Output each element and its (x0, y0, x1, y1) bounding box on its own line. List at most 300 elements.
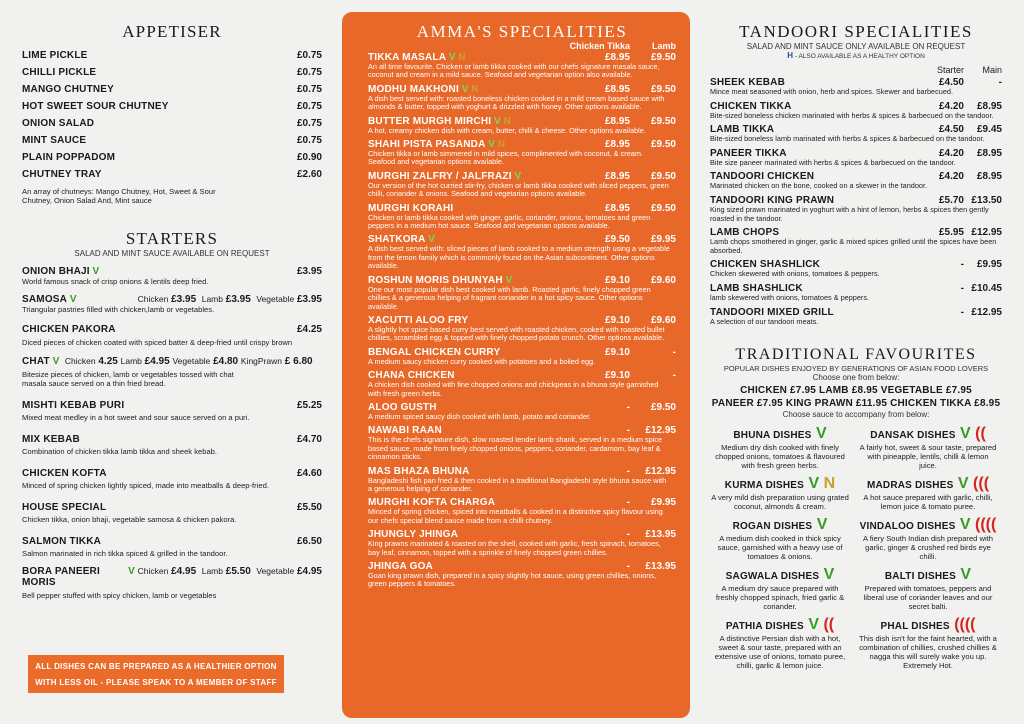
lamb-price: £9.50 (650, 115, 676, 127)
item-name: TANDOORI CHICKEN (710, 171, 815, 183)
item-price: £0.75 (296, 50, 322, 61)
item-name: PLAIN POPPADOM (22, 152, 116, 163)
starter-price: £5.70 (938, 194, 964, 206)
chicken-price: £8.95 (604, 202, 630, 214)
item-name: CHAT (22, 356, 50, 367)
tandoori-item (710, 195, 1002, 223)
speciality-item (368, 52, 676, 80)
item-name: MURGHI ZALFRY / JALFRAZI (368, 170, 512, 182)
chili-heat-icon: (( (819, 616, 835, 634)
item-price: £3.95 (296, 266, 322, 277)
sauce-dish (710, 425, 850, 470)
choose-one-text: Choose one from below: (812, 373, 900, 383)
opt-price: £4.95 (296, 566, 322, 577)
item-desc: A hot, creamy chicken dish with cream, butter, chilli & cheese. Other options available. (368, 125, 646, 135)
dish-desc: A fiery South Indian dish prepared with garlic, ginger & crushed red birds eye chilli. (862, 534, 994, 562)
tandoori-title: TANDOORI SPECIALITIES (739, 22, 973, 41)
base-prices-line1: CHICKEN £7.95 LAMB £8.95 VEGETABLE £7.95 (740, 385, 972, 397)
chicken-price: £8.95 (604, 139, 630, 151)
starter-samosa (22, 294, 322, 314)
item-desc: Our version of the hot curried stir-fry, chicken or lamb tikka cooked with sliced peppers, green chilli, coriander & onions. Seafood and vegetarian options available. (368, 180, 669, 199)
vegetarian-icon: V (125, 566, 138, 577)
starter-price: £4.20 (938, 147, 964, 159)
chutney-tray-desc: An array of chutneys: Mango Chutney, Hot, Sweet & Sour Chutney, Onion Salad And, Mint sauce (22, 187, 216, 205)
item-desc: An all time favourite. Chicken or lamb tikka cooked with our chefs signature masala sauce, coconut and cream in a mild sauce. Seafood and vegetarian option also available. (368, 62, 660, 80)
base-prices-line2: PANEER £7.95 KING PRAWN £11.95 CHICKEN TIKKA £8.95 (711, 398, 1001, 410)
starter-row (22, 536, 322, 547)
vegetarian-icon: V (89, 266, 100, 277)
item-name: SALMON TIKKA (22, 536, 102, 547)
item-name: JHINGA GOA (368, 561, 433, 572)
dish-name: VINDALOO DISHES (859, 521, 956, 533)
main-price: £12.95 (971, 227, 1002, 239)
dish-name: BALTI DISHES (884, 571, 956, 583)
right-column (710, 0, 1002, 675)
chicken-price: £9.10 (604, 370, 630, 382)
vegetarian-icon: V (803, 616, 819, 634)
item-desc: Diced pieces of chicken coated with spiced batter & deep-fried until crispy brown (22, 338, 293, 347)
tandoori-item (710, 148, 1002, 168)
lamb-price: £13.95 (645, 529, 676, 541)
healthy-mark: H (787, 51, 794, 60)
dish-title-row (858, 616, 998, 634)
dish-desc: A hot sauce prepared with garlic, chilli, lemon juice & tomato puree. (863, 493, 993, 512)
opt-price: 4.25 (98, 356, 118, 367)
dish-title-row (858, 425, 998, 443)
item-price: £0.90 (296, 152, 322, 163)
dish-desc: A very mild dish preparation using grated coconut, almonds & cream. (711, 493, 849, 512)
item-name: XACUTTI ALOO FRY (368, 314, 469, 326)
item-desc: Minced of spring chicken lightly spiced, made into meatballs & deep-fried. (22, 481, 269, 490)
speciality-item (368, 347, 676, 366)
lamb-price: - (672, 370, 676, 382)
item-desc: Chicken tikka or lamb simmered in mild spices, complimented with coconut, & cream. Seafood and vegetarian options available. (368, 149, 643, 167)
tandoori-item (710, 227, 1002, 255)
item-name: BENGAL CHICKEN CURRY (368, 346, 501, 358)
lamb-price: £9.95 (650, 497, 676, 509)
vegetarian-icon: V (511, 170, 522, 182)
item-name: JHUNGLY JHINGA (368, 529, 459, 541)
sauce-dish (858, 425, 998, 470)
item-name: BUTTER MURGH MIRCHI (368, 115, 492, 127)
sauce-dish (710, 475, 850, 511)
vegetarian-icon: V (955, 566, 972, 584)
speciality-item (368, 84, 676, 112)
dish-title-row (858, 475, 998, 493)
appetiser-item (22, 152, 322, 169)
main-price: £8.95 (976, 171, 1002, 183)
sauce-dish (858, 475, 998, 511)
speciality-item (368, 497, 676, 525)
item-price: £5.50 (296, 502, 322, 513)
starter-onion-bhaji (22, 266, 322, 286)
opt-price: £3.95 (296, 294, 322, 305)
dish-title-row (710, 516, 850, 534)
main-price: £10.45 (971, 282, 1002, 294)
tandoori-item (710, 259, 1002, 279)
item-desc: Salmon marinated in rich tikka spiced & grilled in the tandoor. (22, 549, 228, 558)
item-name: CHILLI PICKLE (22, 67, 97, 78)
item-name: SHATKORA (368, 234, 426, 246)
nuts-icon: N (455, 52, 466, 63)
vegetarian-icon: V (819, 566, 835, 584)
vegetarian-icon: V (67, 294, 77, 305)
item-name: CHUTNEY TRAY (22, 169, 102, 180)
starter-bora (22, 566, 322, 600)
chicken-price: - (626, 561, 630, 572)
starter-row (22, 468, 322, 479)
tandoori-item (710, 77, 1002, 97)
sauce-column-right (858, 425, 998, 675)
item-name: CHICKEN TIKKA (710, 100, 792, 112)
item-desc: King sized prawn marinated in yoghurt with a hint of lemon, herbs & spices then gently roasted in the tandoor. (710, 204, 989, 223)
starter-price: £5.95 (938, 227, 964, 239)
item-desc: Bell pepper stuffed with spicy chicken, lamb or vegetables (22, 591, 217, 600)
dish-title-row (710, 425, 850, 443)
starter-price: - (960, 282, 964, 294)
speciality-item (368, 529, 676, 557)
speciality-item (368, 203, 676, 231)
opt-label: Vegetable (172, 356, 211, 366)
item-name: NAWABI RAAN (368, 425, 442, 437)
tandoori-list (710, 77, 1002, 326)
chicken-price: £9.10 (604, 346, 630, 358)
speciality-item (368, 561, 676, 589)
appetiser-item (22, 135, 322, 152)
col-main-header: Main (982, 65, 1002, 75)
choose-sauce-text: Choose sauce to accompany from below: (782, 410, 930, 420)
item-desc: A medium spiced saucy dish cooked with lamb, potato and coriander. (368, 411, 592, 421)
chili-heat-icon: (( (970, 425, 986, 443)
opt-label: Vegetable (256, 294, 295, 304)
col-lamb-header: Lamb (651, 41, 676, 51)
item-price: £0.75 (296, 101, 322, 112)
lamb-price: £9.60 (650, 274, 676, 286)
appetiser-item (22, 84, 322, 101)
item-desc: A dish best served with: sliced pieces of lamb cooked to a medium strength using a vegetable from the lemon family which is commonly found on the Asian subcontinent. Other options available. (368, 244, 670, 271)
item-name: CHICKEN PAKORA (22, 324, 116, 335)
opt-label: Vegetable (256, 566, 295, 576)
ammas-title: AMMA'S SPECIALITIES (416, 22, 628, 41)
item-desc: Mince meat seasoned with onion, herb and spices. Skewer and barbecued. (710, 87, 953, 96)
item-desc: Bangladeshi fish pan fried & then cooked in a traditional Bangladeshi style bhuna sauce with a generous helping of coriander. (368, 475, 667, 493)
healthier-option-banner (28, 655, 284, 693)
item-name: ROSHUN MORIS DHUNYAH (368, 274, 503, 286)
item-desc: A dish best served with: roasted boneless chicken cooked in a mild cream based sauce with almonds & butter, topped with yoghurt & drizzled with honey. Other options available. (368, 93, 665, 112)
speciality-item (368, 275, 676, 311)
item-name: MINT SAUCE (22, 135, 87, 146)
item-desc: Mixed meat medley in a hot sweet and sour sauce served on a puri. (22, 413, 250, 422)
item-name: ALOO GUSTH (368, 401, 437, 413)
dish-desc: A distinctive Persian dish with a hot, sweet & sour taste, prepared with an extensive use of onions, tomato puree, chilli, garlic & lemon juice. (714, 634, 846, 671)
speciality-item (368, 116, 676, 135)
traditional-subtitle: POPULAR DISHES ENJOYED BY GENERATIONS OF ASIAN FOOD LOVERS (723, 364, 989, 374)
item-name: CHICKEN SHASHLICK (710, 259, 821, 271)
lamb-price: £12.95 (645, 425, 676, 437)
starter-row (22, 502, 322, 513)
speciality-item (368, 402, 676, 421)
tandoori-subtitle: SALAD AND MINT SAUCE ONLY AVAILABLE ON REQUEST (746, 42, 966, 51)
dish-name: BHUNA DISHES (733, 430, 812, 442)
dish-desc: A medium dry sauce prepared with freshly chopped spinach, fried garlic & coriander. (715, 584, 845, 612)
chicken-price: £8.95 (604, 170, 630, 182)
item-name: MURGHI KOFTA CHARGA (368, 497, 496, 509)
item-price: £2.60 (296, 169, 322, 180)
tandoori-item (710, 171, 1002, 191)
item-name: LIME PICKLE (22, 50, 88, 61)
item-price: £0.75 (296, 84, 322, 95)
ammas-list (368, 52, 676, 589)
item-desc: World famous snack of crisp onions & lentils deep fried. (22, 277, 209, 286)
starters-subtitle: SALAD AND MINT SAUCE AVAILABLE ON REQUEST (74, 249, 270, 258)
item-name: TANDOORI KING PRAWN (710, 194, 835, 206)
dish-title-row (710, 475, 850, 493)
vegetarian-icon: V (812, 516, 828, 534)
main-price: £8.95 (976, 100, 1002, 112)
item-desc: Chicken tikka, onion bhaji, vegetable samosa & chicken pakora. (22, 515, 237, 524)
chicken-price: £9.50 (604, 234, 630, 246)
healthy-text: - ALSO AVAILABLE AS A HEALTHY OPTION (794, 53, 925, 60)
dish-name: PATHIA DISHES (725, 621, 804, 633)
item-desc: Chicken skewered with onions, tomatoes & peppers. (710, 269, 880, 279)
lamb-price: £9.50 (650, 139, 676, 151)
starter-price: £4.50 (938, 124, 964, 136)
item-name: SHEEK KEBAB (710, 77, 785, 88)
traditional-title: TRADITIONAL FAVOURITES (735, 346, 977, 364)
speciality-item (368, 234, 676, 270)
banner-line1: ALL DISHES CAN BE PREPARED AS A HEALTHIER OPTION (35, 662, 277, 671)
starter-price: £4.50 (938, 77, 964, 88)
item-price: £4.25 (296, 324, 322, 335)
lamb-price: £9.50 (650, 52, 676, 63)
item-name: PANEER TIKKA (710, 147, 787, 159)
appetiser-item (22, 118, 322, 135)
dish-desc: Prepared with tomatoes, peppers and liberal use of coriander leaves and our secret balti. (863, 584, 993, 612)
item-name: HOUSE SPECIAL (22, 502, 107, 513)
main-price: £9.45 (976, 124, 1002, 136)
sauce-dish (858, 516, 998, 561)
lamb-price: £9.60 (650, 314, 676, 326)
starter-salmon (22, 536, 322, 558)
opt-label: KingPrawn (240, 356, 282, 366)
item-name: MANGO CHUTNEY (22, 84, 115, 95)
item-name: MIX KEBAB (22, 434, 80, 445)
lamb-price: £9.50 (650, 401, 676, 413)
starters-title: STARTERS (125, 229, 219, 248)
lamb-price: - (672, 346, 676, 358)
chicken-price: £8.95 (604, 115, 630, 127)
tandoori-row (710, 307, 1002, 318)
item-desc: Goan king prawn dish, prepared in a spicy slightly hot sauce, using green chillies, onions, green peppers & tomatoes. (368, 571, 656, 589)
chili-heat-icon: ((( (968, 475, 990, 493)
sauce-dish (710, 566, 850, 611)
opt-price: £3.95 (225, 294, 251, 305)
opt-price: £4.95 (171, 566, 197, 577)
item-desc: A medium saucy chicken curry cooked with potatoes and a boiled egg. (368, 356, 596, 366)
item-desc: A selection of our tandoori meats. (710, 316, 819, 326)
starter-pakora (22, 324, 322, 347)
dish-desc: A medium dish cooked in thick spicy sauce, garnished with a heavy use of tomatoes & onions. (717, 534, 843, 562)
dish-title-row (710, 566, 850, 584)
dish-title-row (858, 566, 998, 584)
item-desc: This is the chefs signature dish, slow roasted tender lamb shank, served in a medium spice based sauce, made from finely chopped onions, peppers, coriander, cardamom, bay leaf & cinnamon sticks. (368, 435, 663, 462)
nuts-icon: N (468, 83, 479, 95)
col-chicken-header: Chicken Tikka (569, 41, 630, 51)
item-name: ONION SALAD (22, 118, 95, 129)
item-desc: Lamb chops smothered in ginger, garlic & mixed spices grilled until the spices have been absorbed. (710, 237, 997, 255)
lamb-price: £9.50 (650, 83, 676, 95)
sauce-grid (710, 425, 1002, 675)
vegetarian-icon: V (502, 274, 513, 286)
lamb-price: £9.50 (650, 170, 676, 182)
chicken-price: £8.95 (604, 52, 630, 63)
main-price: £13.50 (971, 194, 1002, 206)
item-name: MURGHI KORAHI (368, 202, 454, 214)
appetiser-item (22, 67, 322, 84)
sauce-column-left (710, 425, 850, 675)
nuts-icon: N (819, 475, 836, 493)
item-name: CHICKEN KOFTA (22, 468, 107, 479)
item-name: LAMB TIKKA (710, 124, 775, 136)
vegetarian-icon: V (955, 425, 971, 443)
vegetarian-icon: V (425, 234, 435, 246)
item-name: BORA PANEERI MORIS (22, 566, 100, 588)
starter-row (22, 434, 322, 445)
dish-name: KURMA DISHES (724, 480, 805, 492)
opt-label: Lamb (201, 566, 223, 576)
lamb-price: £13.95 (645, 561, 676, 572)
chicken-price: - (626, 465, 630, 477)
dish-desc: A fairly hot, sweet & sour taste, prepared with pineapple, lentils, chilli & lemon juice. (859, 443, 997, 471)
tandoori-item (710, 307, 1002, 327)
chicken-price: £9.10 (604, 274, 630, 286)
dish-desc: Medium dry dish cooked with finely chopped onions, tomatoes & flavoured with fresh green herbs. (715, 443, 845, 471)
appetiser-list (22, 50, 322, 186)
item-desc: King prawns marinated & roasted on the shell, cooked with garlic, fresh spinach, tomatoes, bay leaf, cinnamon, topped with a sprinkle of finely chopped green chillies. (368, 539, 661, 557)
item-desc: A chicken dish cooked with fine chopped onions and chickpeas in a bhuna style garnished with fresh green herbs. (368, 380, 659, 398)
chicken-price: - (626, 529, 630, 541)
item-price: £0.75 (296, 135, 322, 146)
lamb-price: £9.95 (650, 234, 676, 246)
sauce-dish (710, 616, 850, 670)
item-name: MISHTI KEBAB PURI (22, 400, 125, 411)
chili-heat-icon: (((( (970, 516, 997, 534)
starter-price: £4.20 (938, 171, 964, 183)
starter-row (22, 400, 322, 411)
vegetarian-icon: V (955, 516, 971, 534)
item-name: LAMB CHOPS (710, 227, 780, 239)
nuts-icon: N (500, 115, 511, 127)
tandoori-row (710, 101, 1002, 112)
speciality-row (368, 466, 676, 477)
item-desc: Minced of spring chicken, spiced into meatballs & cooked in a distinctive spicy flavour using our chefs special blend sauce made from a chilli chutney. (368, 507, 663, 525)
vegetarian-icon: V (811, 425, 827, 443)
speciality-row (368, 203, 676, 214)
item-name: TIKKA MASALA (368, 52, 447, 63)
opt-label: Lamb (201, 294, 223, 304)
opt-price: £4.80 (213, 356, 239, 367)
starter-kofta (22, 468, 322, 490)
left-column (22, 0, 322, 600)
main-price: - (998, 77, 1002, 88)
item-desc: Bitesize pieces of chicken, lamb or vegetables tossed with chat masala sauce served on a thin fried bread. (22, 370, 234, 388)
vegetarian-icon: V (485, 139, 495, 151)
appetiser-item (22, 169, 322, 186)
item-name: TANDOORI MIXED GRILL (710, 306, 834, 318)
opt-price: £ 6.80 (284, 356, 313, 367)
item-price: £5.25 (296, 400, 322, 411)
lamb-price: £9.50 (650, 202, 676, 214)
sauce-dish (858, 566, 998, 611)
vegetarian-icon: V (953, 475, 969, 493)
opt-label: Chicken (137, 294, 169, 304)
dish-name: MADRAS DISHES (866, 480, 954, 492)
col-starter-header: Starter (936, 65, 964, 75)
starter-house (22, 502, 322, 524)
opt-label: Chicken (64, 356, 96, 366)
item-desc: A slightly hot spice based curry best served with roasted chicken, cooked with roasted bullet chillies, scrambled egg & topped with finely chopped potato crunch. Other options available. (368, 324, 665, 343)
vegetarian-icon: V (446, 52, 456, 63)
chicken-price: - (626, 425, 630, 437)
lamb-price: £12.95 (645, 465, 676, 477)
main-price: £8.95 (976, 147, 1002, 159)
appetiser-item (22, 101, 322, 118)
item-price: £4.60 (296, 468, 322, 479)
item-name: ONION BHAJI (22, 266, 90, 277)
main-price: £12.95 (971, 306, 1002, 318)
opt-label: Lamb (120, 356, 142, 366)
speciality-item (368, 171, 676, 199)
dish-name: SAGWALA DISHES (725, 571, 820, 583)
chicken-price: £9.10 (604, 314, 630, 326)
starter-price: £4.20 (938, 100, 964, 112)
opt-label: Chicken (137, 566, 169, 576)
dish-title-row (858, 516, 998, 534)
speciality-item (368, 139, 676, 167)
speciality-item (368, 315, 676, 343)
item-name: MODHU MAKHONI (368, 83, 459, 95)
starter-puri (22, 400, 322, 422)
chili-heat-icon: (((( (949, 616, 976, 634)
main-price: £9.95 (976, 259, 1002, 271)
dish-desc: This dish isn't for the faint hearted, with a combination of chillies, crushed chillies & nagga this will surely wake you up. Extremely Hot. (859, 634, 997, 671)
item-name: SAMOSA (22, 294, 68, 305)
dish-name: ROGAN DISHES (732, 521, 813, 533)
starter-mix (22, 434, 322, 456)
healthy-note (710, 51, 1002, 60)
vegetarian-icon: V (491, 115, 501, 127)
item-desc: Bite size paneer marinated with herbs & spices & barbecued on the tandoor. (710, 157, 956, 167)
vegetarian-icon: V (49, 356, 65, 367)
ammas-specialities-panel (342, 12, 690, 718)
chicken-price: - (626, 497, 630, 509)
appetiser-item (22, 50, 322, 67)
starter-price: - (960, 306, 964, 318)
dish-title-row (710, 616, 850, 634)
item-desc: Chicken or lamb tikka cooked with ginger, garlic, coriander, onions, tomatoes and green peppers in a medium hot sauce. Seafood and vegetarian options available. (368, 212, 651, 231)
tandoori-item (710, 283, 1002, 303)
item-price: £0.75 (296, 67, 322, 78)
appetiser-title: APPETISER (122, 22, 222, 41)
speciality-item (368, 370, 676, 398)
banner-line2: WITH LESS OIL - PLEASE SPEAK TO A MEMBER OF STAFF (35, 678, 277, 687)
item-name: CHANA CHICKEN (368, 370, 455, 382)
vegetarian-icon: V (458, 83, 469, 95)
ammas-column-headers (368, 41, 676, 51)
dish-name: DANSAK DISHES (870, 430, 956, 442)
item-name: LAMB SHASHLICK (710, 282, 803, 294)
sauce-dish (710, 516, 850, 561)
